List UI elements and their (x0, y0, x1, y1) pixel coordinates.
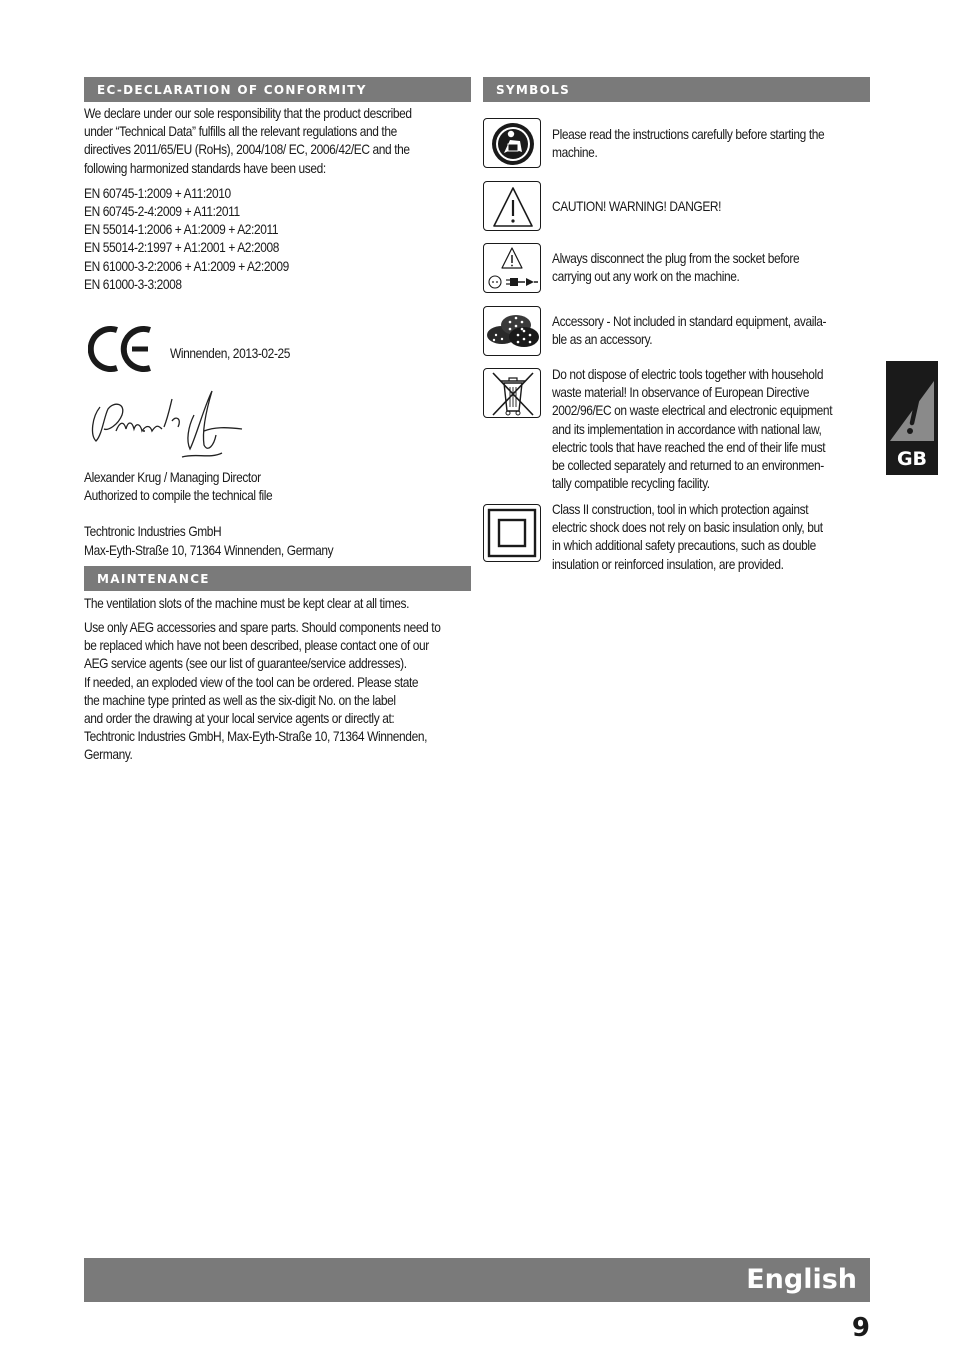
standard-item: EN 55014-2:1997 + A1:2001 + A2:2008 (84, 240, 280, 256)
ec-intro: We declare under our sole responsibility that the product described under “Technical Data” fulfills all the relevant regulations and the directives 2011/65/EU (RoHs), 2004/108/ EC, 2006/42/EC and the following harmonized standards have been used: (84, 106, 412, 176)
symbol-text: Accessory - Not included in standard equipment, availa- ble as an accessory. (552, 314, 827, 348)
company-name: Techtronic Industries GmbH (84, 524, 222, 540)
symbol-text: CAUTION! WARNING! DANGER! (552, 199, 722, 214)
signatory-block (84, 469, 471, 505)
symbol-text: Class II construction, tool in which protection against electric shock does not rely on basic insulation only, but in which additional safety precautions, such as double insulation or reinforced insulation, are provided. (552, 502, 823, 572)
ec-declaration-heading: EC-DECLARATION OF CONFORMITY (84, 77, 471, 102)
symbols-heading: SYMBOLS (483, 77, 870, 102)
place-date: Winnenden, 2013-02-25 (170, 346, 291, 362)
standards-list (84, 185, 471, 294)
footer-language-bar (84, 1258, 870, 1302)
page-number: 9 (851, 1313, 870, 1343)
ce-mark-icon (88, 326, 154, 372)
maintenance-heading: MAINTENANCE (84, 566, 471, 591)
ec-declaration-body (84, 105, 471, 294)
standard-item: EN 55014-1:2006 + A1:2009 + A2:2011 (84, 222, 279, 238)
maintenance-para-2: Use only AEG accessories and spare parts. Should components need to be replaced which have not been described, please contact one of our AEG service agents (see our list of guarantee/service addresses). If needed, an exploded view of the tool can be ordered. Please state the machine type printed as well as the six-digit No. on the label and order the drawing at your local service agents or directly at: Techtronic Industries GmbH, Max-Eyth-Straße 10, 71364 Winnenden, Germany. (84, 620, 441, 763)
unplug-warning-icon (483, 243, 541, 293)
sanding-discs-icon (483, 306, 541, 356)
symbol-text: Always disconnect the plug from the socket before carrying out any work on the machine. (552, 251, 800, 285)
language-side-tab (886, 361, 938, 475)
language-code: GB (896, 448, 928, 470)
right-column (483, 77, 870, 597)
footer-language: English (746, 1264, 857, 1295)
standard-item: EN 61000-3-2:2006 + A1:2009 + A2:2009 (84, 258, 289, 274)
crossed-bin-icon (483, 368, 541, 418)
symbol-text: Please read the instructions carefully before starting the machine. (552, 127, 825, 161)
signatory-role: Authorized to compile the technical file (84, 488, 273, 504)
maintenance-body (84, 595, 471, 765)
warning-exclamation-icon (888, 363, 936, 445)
read-manual-icon (483, 118, 541, 168)
left-column (84, 77, 471, 765)
standard-item: EN 60745-2-4:2009 + A11:2011 (84, 204, 240, 220)
signature-image (86, 387, 246, 465)
standard-item: EN 61000-3-3:2008 (84, 276, 182, 292)
standard-item: EN 60745-1:2009 + A11:2010 (84, 185, 231, 201)
caution-triangle-icon (483, 181, 541, 231)
ce-row (84, 321, 471, 381)
company-block (84, 523, 471, 559)
symbol-text: Do not dispose of electric tools together with household waste material! In observance of European Directive 2002/96/EC on waste electrical and electronic equipment and its implementation in accordance with national law, electric tools that have reached the end of their life must be collected separately and returned to an environmen- tally compatible recycling facility. (552, 367, 833, 492)
signatory-name: Alexander Krug / Managing Director (84, 470, 261, 486)
company-address: Max-Eyth-Straße 10, 71364 Winnenden, Germany (84, 542, 334, 558)
maintenance-para-1: The ventilation slots of the machine must be kept clear at all times. (84, 595, 410, 611)
class-ii-insulation-icon (483, 504, 541, 562)
